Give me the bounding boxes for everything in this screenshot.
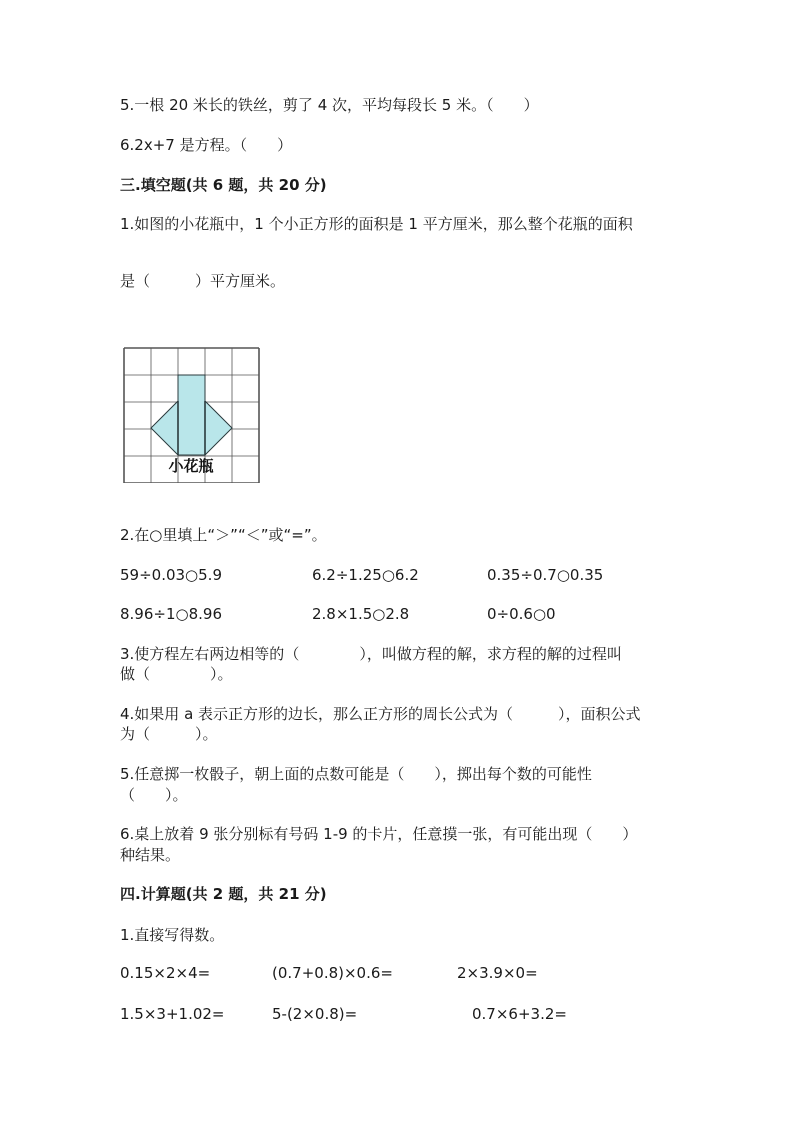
compare-row-2 — [0, 603, 794, 625]
calc-row-1 — [0, 962, 794, 984]
compare-item: 6.2÷1.25○6.2 — [312, 566, 419, 584]
calc-question-1: 1.直接写得数。 — [120, 926, 225, 944]
compare-item: 0÷0.6○0 — [487, 605, 556, 623]
fill-question-6-line-1: 6.桌上放着 9 张分别标有号码 1-9 的卡片，任意摸一张，有可能出现（ ） — [120, 825, 638, 843]
compare-item: 0.35÷0.7○0.35 — [487, 566, 604, 584]
fill-question-1-line-1: 1.如图的小花瓶中，1 个小正方形的面积是 1 平方厘米，那么整个花瓶的面积 — [120, 215, 633, 233]
calc-item: (0.7+0.8)×0.6= — [272, 964, 393, 982]
calc-item: 0.15×2×4= — [120, 964, 211, 982]
fill-question-5-line-1: 5.任意掷一枚骰子，朝上面的点数可能是（ ），掷出每个数的可能性 — [120, 765, 592, 783]
fill-question-3-line-1: 3.使方程左右两边相等的（ ），叫做方程的解，求方程的解的过程叫 — [120, 645, 622, 663]
calc-item: 2×3.9×0= — [457, 964, 538, 982]
judge-question-6: 6.2x+7 是方程。（ ） — [120, 136, 293, 154]
compare-item: 2.8×1.5○2.8 — [312, 605, 410, 623]
fill-question-1-line-2: 是（ ）平方厘米。 — [120, 272, 286, 290]
compare-item: 8.96÷1○8.96 — [120, 605, 222, 623]
fill-question-3-line-2: 做（ ）。 — [120, 665, 233, 683]
fill-question-6-line-2: 种结果。 — [120, 846, 181, 864]
calc-item: 0.7×6+3.2= — [472, 1005, 567, 1023]
fill-question-4-line-1: 4.如果用 a 表示正方形的边长，那么正方形的周长公式为（ ），面积公式 — [120, 705, 641, 723]
vase-grid-figure — [121, 347, 261, 483]
calc-item: 1.5×3+1.02= — [120, 1005, 225, 1023]
judge-question-5: 5.一根 20 米长的铁丝，剪了 4 次，平均每段长 5 米。（ ） — [120, 96, 539, 114]
fill-question-5-line-2: （ ）。 — [120, 786, 188, 804]
calc-row-2 — [0, 1003, 794, 1025]
section-heading-calc: 四.计算题(共 2 题，共 21 分) — [120, 885, 327, 903]
compare-item: 59÷0.03○5.9 — [120, 566, 222, 584]
section-heading-fill: 三.填空题(共 6 题，共 20 分) — [120, 176, 327, 194]
fill-question-2: 2.在○里填上“＞”“＜”或“=”。 — [120, 526, 327, 544]
fill-question-4-line-2: 为（ ）。 — [120, 725, 218, 743]
calc-item: 5-(2×0.8)= — [272, 1005, 358, 1023]
vase-shape — [151, 375, 232, 455]
compare-row-1 — [0, 564, 794, 586]
vase-label: 小花瓶 — [168, 457, 214, 475]
